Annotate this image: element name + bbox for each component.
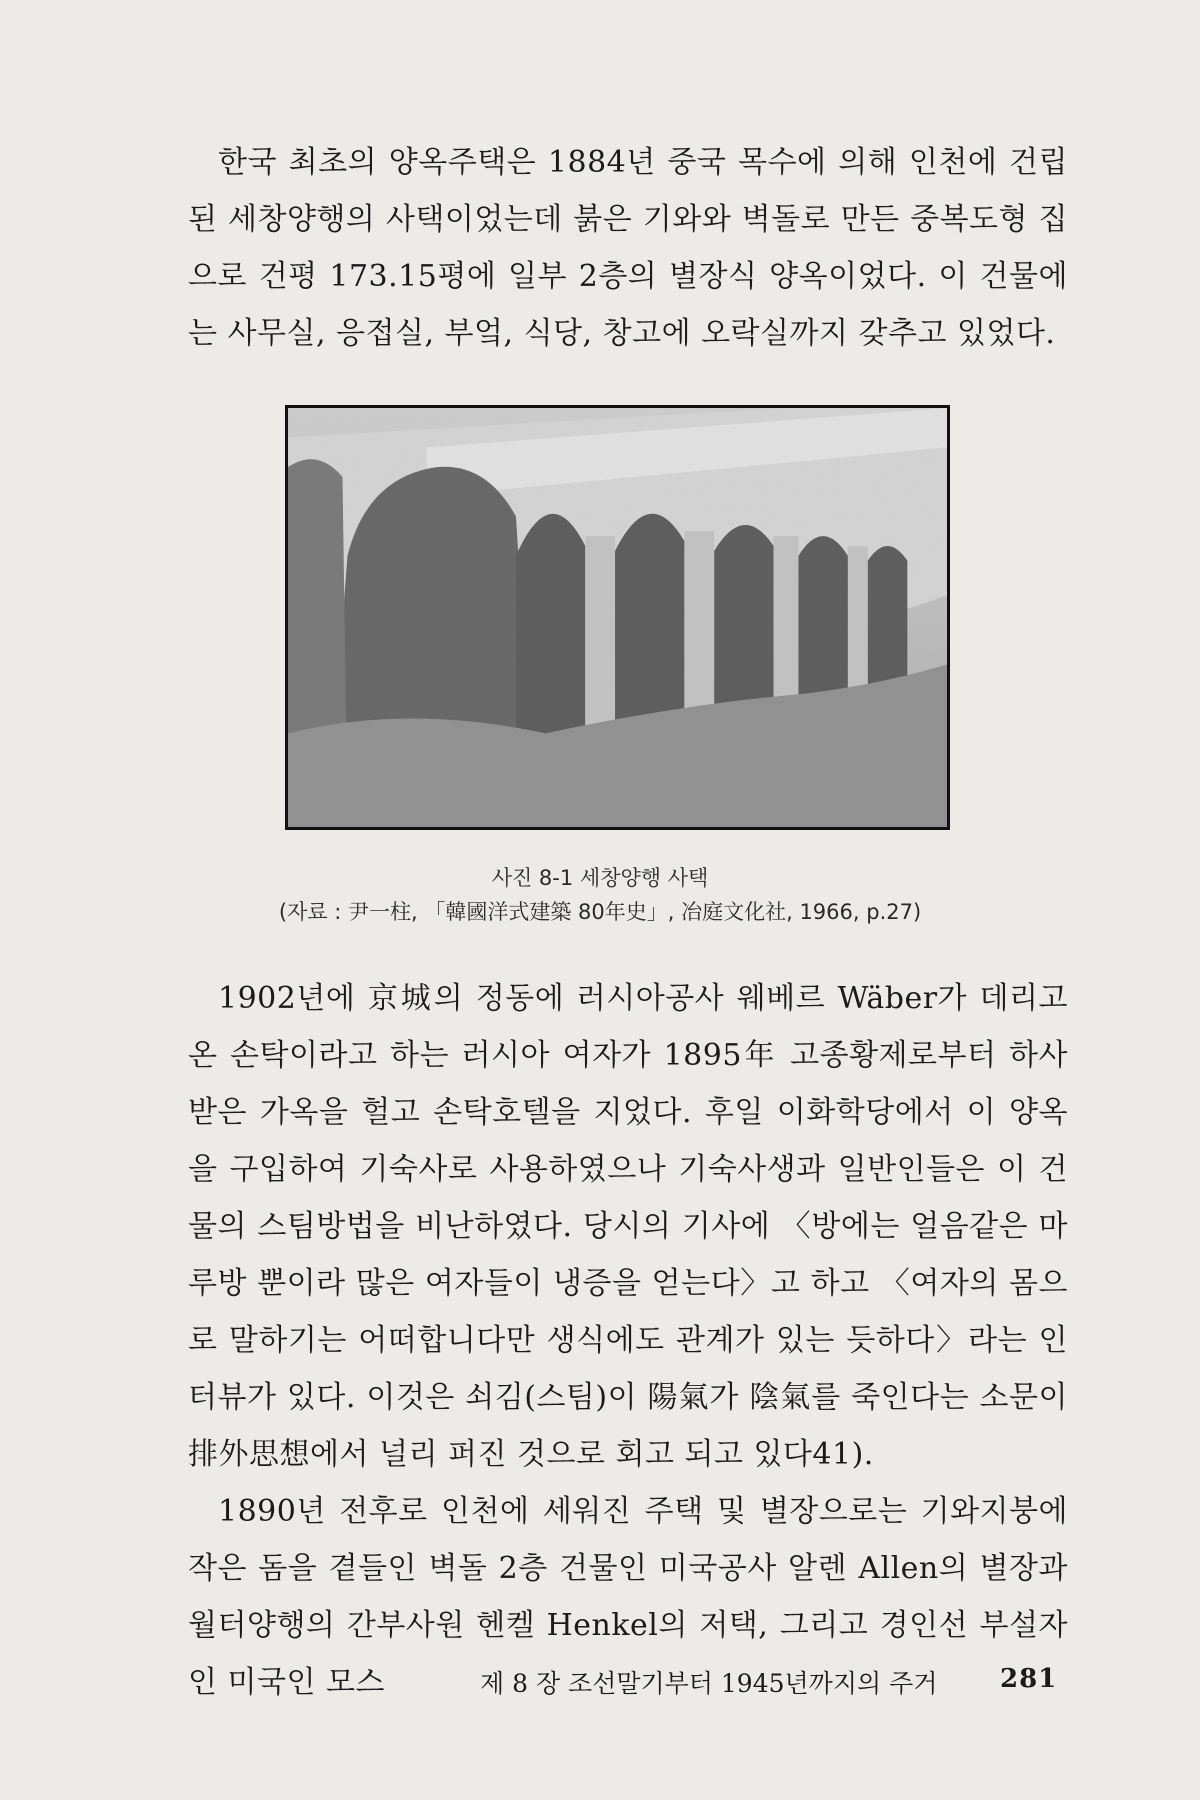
photo-arcade-building-icon — [288, 408, 947, 827]
photo-caption-source: (자료 : 尹一柱, 「韓國洋式建築 80年史」, 冶庭文化社, 1966, p.27) — [278, 900, 922, 924]
paragraph-2-block — [188, 970, 1068, 1711]
photo-seachang-house — [285, 405, 950, 830]
paragraph-3-text: 1890년 전후로 인천에 세워진 주택 및 별장으로는 기와지붕에 작은 돔을 곁들인 벽돌 2층 건물인 미국공사 알렌 Allen의 별장과 월터양행의 간부사원 헨켈 Henkel의 저택, 그리고 경인선 부설자인 미국인 모스 — [188, 1494, 1068, 1700]
photo-caption-title: 사진 8-1 세창양행 사택 — [491, 866, 709, 890]
paragraph-1 — [188, 134, 1068, 362]
paragraph-1-text: 한국 최초의 양옥주택은 1884년 중국 목수에 의해 인천에 건립된 세창양행의 사택이었는데 붉은 기와와 벽돌로 만든 중복도형 집으로 건평 173.15평에 일부 2층의 별장식 양옥이었다. 이 건물에는 사무실, 응접실, 부엌, 식당, 창고에 오락실까지 갖추고 있었다. — [188, 145, 1068, 351]
page-footer — [480, 1664, 1100, 1700]
paragraph-2-text: 1902년에 京城의 정동에 러시아공사 웨베르 Wäber가 데리고 온 손탁이라고 하는 러시아 여자가 1895年 고종황제로부터 하사받은 가옥을 헐고 손탁호텔을 지었다. 후일 이화학당에서 이 양옥을 구입하여 기숙사로 사용하였으나 기숙사생과 일반인들은 이 건물의 스팀방법을 비난하였다. 당시의 기사에 〈방에는 얼음같은 마루방 뿐이라 많은 여자들이 냉증을 얻는다〉고 하고 〈여자의 몸으로 말하기는 어떠합니다만 생식에도 관계가 있는 듯하다〉라는 인터뷰가 있다. 이것은 쇠김(스팀)이 陽氣가 陰氣를 죽인다는 소문이 排外思想에서 널리 퍼진 것으로 회고 되고 있다41). — [188, 981, 1068, 1472]
chapter-title: 제 8 장 조선말기부터 1945년까지의 주거 — [480, 1669, 938, 1698]
page-number: 281 — [1000, 1664, 1058, 1694]
